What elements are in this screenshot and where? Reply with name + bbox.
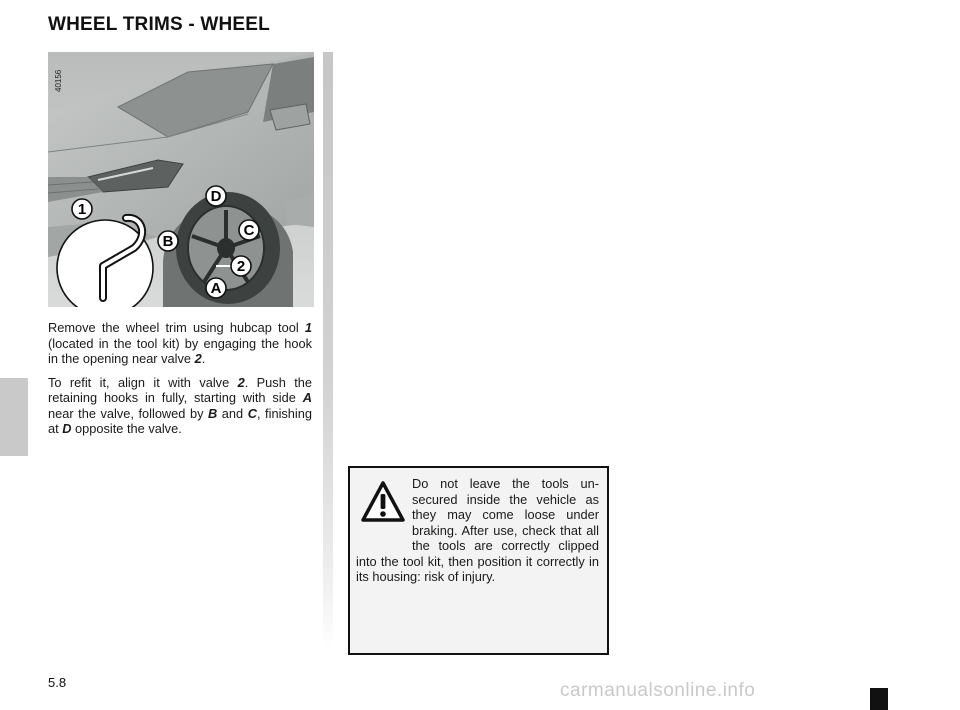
warning-message [356, 476, 599, 585]
footer-mark [870, 688, 888, 710]
instruction-text: . [201, 351, 206, 366]
reference-label: C [247, 405, 257, 421]
car-illustration [48, 52, 314, 307]
instruction-text: opposite the valve. [71, 421, 182, 436]
instruction-text: Remove the wheel trim using hubcap tool [48, 320, 305, 335]
chapter-tab-marker [0, 378, 28, 456]
instruction-text: near the valve, followed by [48, 405, 209, 421]
page-title: WHEEL TRIMS - WHEEL [48, 14, 270, 35]
callout-c-label: C [243, 222, 255, 239]
instruction-text: , finishing at [48, 405, 313, 436]
callout-d-label: D [210, 188, 222, 205]
warning-box [348, 466, 609, 655]
callout-2-label: 2 [236, 258, 246, 275]
reference-label: A [302, 390, 312, 405]
callout-b-label: B [162, 233, 174, 250]
reference-label: 2 [194, 351, 202, 366]
reference-label: 2 [237, 374, 245, 390]
instruction-text: (located in the tool kit) by engaging the hook in the opening near valve [48, 335, 312, 366]
reference-label: B [208, 405, 218, 421]
wheel-trim-illustration [48, 52, 314, 307]
reference-label: D [62, 421, 72, 436]
instruction-text: To refit it, align it with valve [48, 374, 238, 390]
reference-label: 1 [304, 320, 312, 335]
warning-text: Do not leave the tools unsecured inside the vehicle as they may come loose under braking. After use, check that all the tools are correctly clipped into the tool kit, then position it correctly in its housing: risk of injury. [356, 476, 599, 584]
instructions [48, 320, 312, 445]
column-divider [323, 52, 333, 652]
refit-instructions [48, 375, 312, 437]
page-number: 5.8 [48, 675, 67, 690]
instruction-text: . Push the retaining hooks in fully, starting with side [48, 374, 312, 405]
figure-number: 40156 [54, 69, 63, 92]
watermark: carmanualsonline.info [560, 680, 756, 701]
callout-1-label: 1 [77, 201, 87, 218]
remove-instructions [48, 320, 312, 367]
instruction-text: and [217, 405, 248, 421]
callout-a-label: A [210, 280, 222, 297]
